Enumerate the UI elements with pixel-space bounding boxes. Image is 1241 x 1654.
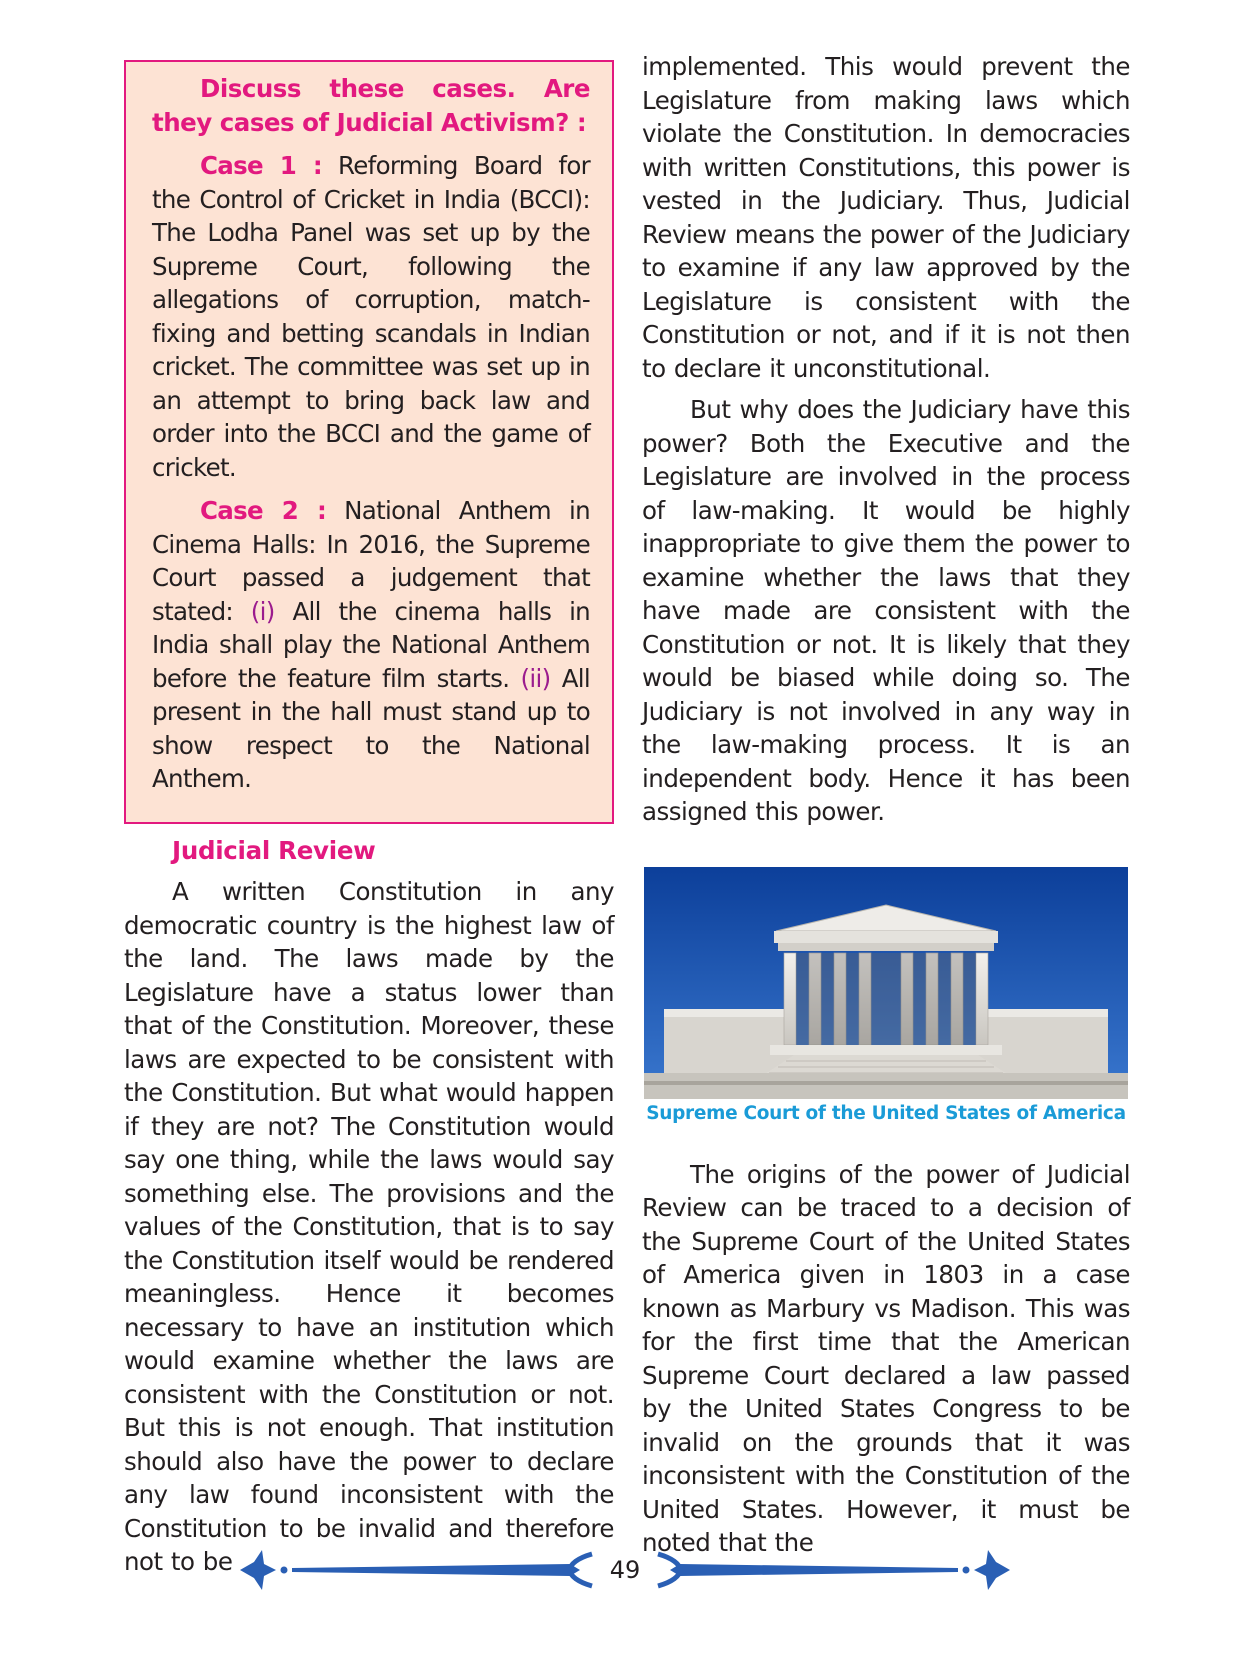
discussion-box xyxy=(124,60,614,824)
supreme-court-photo xyxy=(644,867,1128,1099)
case-2-point-1-text: All the cinema halls in India shall play the National Anthem before the feature film starts. xyxy=(152,596,591,693)
case-2-intro: National Anthem in Cinema Halls: In 2016, the Supreme Court passed a judgement that stated: xyxy=(152,496,590,626)
case-2-point-2-text: All present in the hall must stand up to show respect to the National Anthem. xyxy=(152,663,590,793)
right-column xyxy=(642,50,1130,1560)
right-paragraph-3: The origins of the power of Judicial Review can be traced to a decision of the Supreme Court of the United States of America given in 1803 in a case known as Marbury vs Madison. This was for the first time that the American Supreme Court declared a law passed by the United States Congress to be invalid on the grounds that it was inconsistent with the Constitution of the United States. However, it must be noted that the xyxy=(642,1159,1130,1557)
right-paragraph-2: But why does the Judiciary have this power? Both the Executive and the Legislature are involved in the process of law-making. It would be highly inappropriate to give them the power to examine whether the laws that they have made are consistent with the Constitution or not. It is likely that they would be biased while doing so. The Judiciary is not involved in any way in the law-making process. It is an independent body. Hence it has been assigned this power. xyxy=(642,395,1130,826)
case-1-label: Case 1 : xyxy=(200,151,322,180)
case-1-paragraph xyxy=(152,149,590,484)
page-footer xyxy=(240,1548,1010,1592)
photo-caption: Supreme Court of the United States of America xyxy=(646,1102,1126,1124)
supreme-court-illustration xyxy=(644,867,1128,1099)
left-column xyxy=(124,50,614,1579)
right-paragraph-1: implemented. This would prevent the Legislature from making laws which violate the Constitution. In democracies with written Constitutions, this power is vested in the Judiciary. Thus, Judicial Review means the power of the Judiciary to examine if any law approved by the Legislature is consistent with the Constitution or not, and if it is not then to declare it unconstitutional. xyxy=(642,52,1130,383)
case-2-point-1-number: (i) xyxy=(250,596,275,626)
case-2-point-2-number: (ii) xyxy=(520,663,551,693)
judicial-review-paragraph: A written Constitution in any democratic country is the highest law of the land. The laws made by the Legislature have a status lower than that of the Constitution. Moreover, these laws are expected to be consistent with the Constitution. But what would happen if they are not? The Constitution would say one thing, while the laws would say something else. The provisions and the values of the Constitution, that is to say the Constitution itself would be rendered meaningless. Hence it becomes necessary to have an institution which would examine whether the laws are consistent with the Constitution or not. But this is not enough. That institution should also have the power to declare any law found inconsistent with the Constitution to be invalid and therefore not to be xyxy=(124,877,614,1576)
page-number: 49 xyxy=(609,1556,641,1584)
case-2-label: Case 2 : xyxy=(200,496,327,525)
case-1-text: Reforming Board for the Control of Cricket in India (BCCI): The Lodha Panel was set up by the Supreme Court, following the allegations of corruption, match-fixing and betting scandals in Indian cricket. The committee was set up in an attempt to bring back law and order into the BCCI and the game of cricket. xyxy=(152,151,590,482)
box-heading: Discuss these cases. Are they cases of Judicial Activism? : xyxy=(152,74,590,137)
section-heading: Judicial Review xyxy=(172,835,376,865)
case-2-paragraph xyxy=(152,494,590,796)
